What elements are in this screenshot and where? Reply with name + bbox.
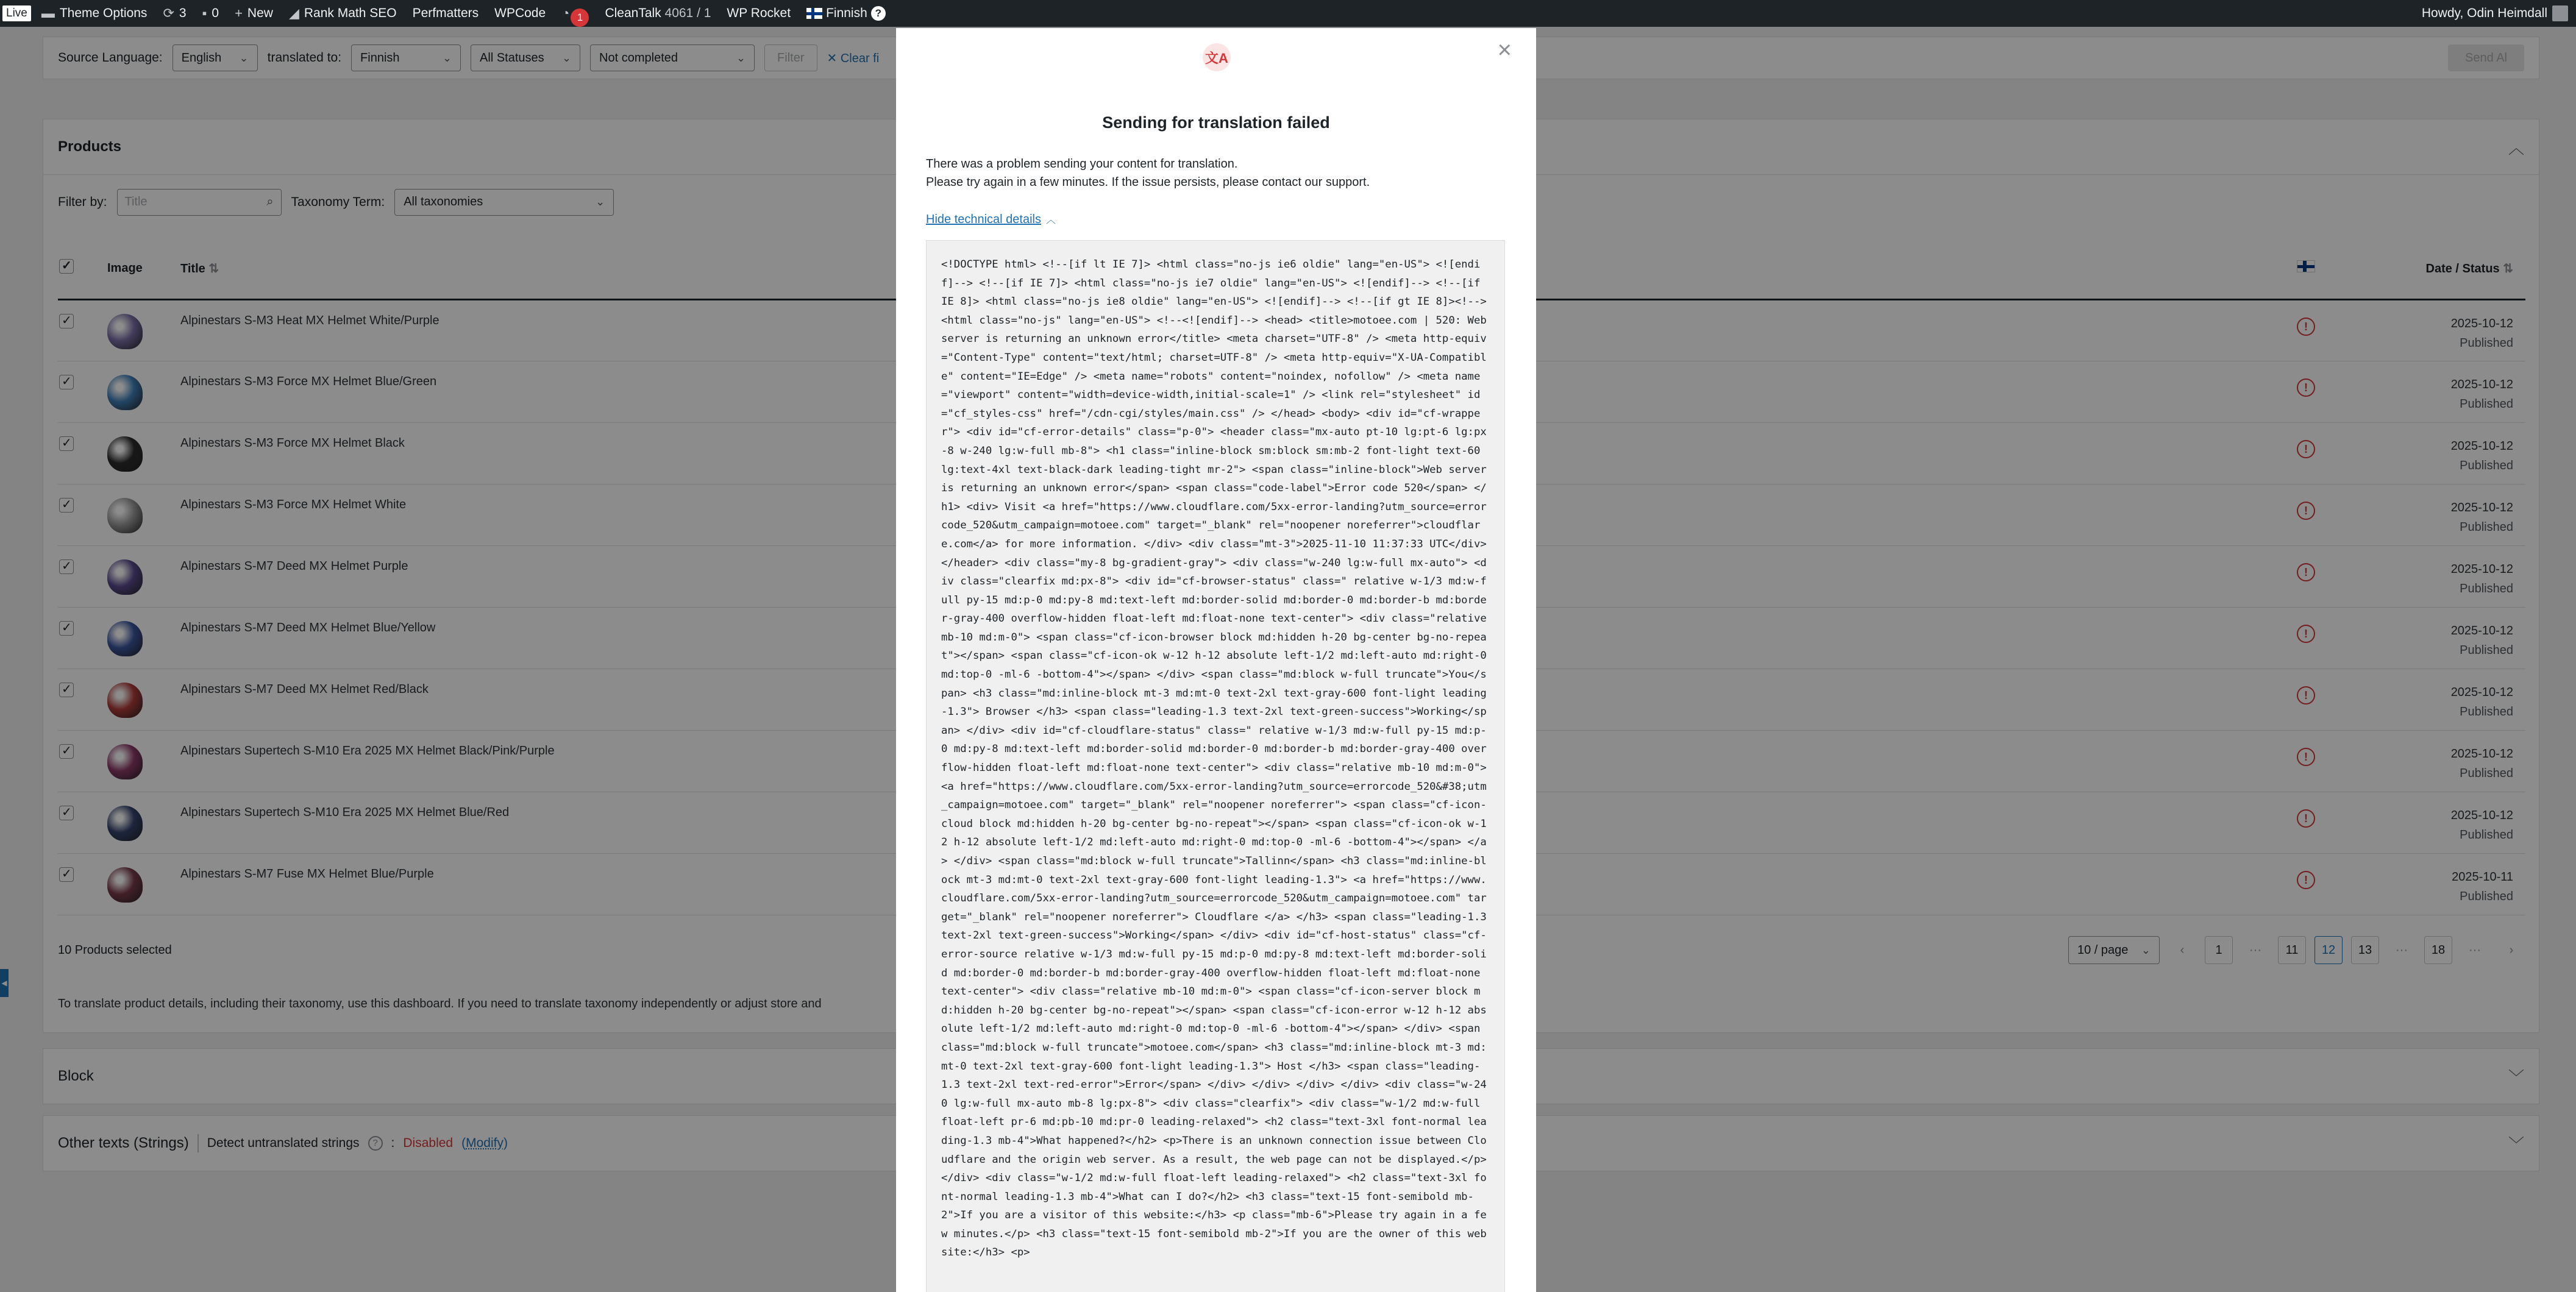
plus-icon: + <box>235 5 243 21</box>
comments-menu[interactable]: ▪ 0 <box>202 5 219 21</box>
chevron-down-icon: ⌄ <box>2141 943 2151 956</box>
product-title[interactable]: Alpinestars S-M3 Heat MX Helmet White/Purple <box>180 299 2269 361</box>
chevron-down-icon: ⌄ <box>561 51 572 64</box>
per-page-select[interactable]: 10 / page ⌄ <box>2068 936 2160 964</box>
filter-button[interactable]: Filter <box>764 44 817 71</box>
table-row[interactable]: ✓ Alpinestars Supertech S-M10 Era 2025 MX Helmet Black/Pink/Purple ! 2025-10-12 Published <box>58 730 2525 792</box>
chevron-down-icon: ⌄ <box>442 51 452 64</box>
translation-error-icon[interactable]: ! <box>2297 686 2315 705</box>
technical-details-code: <!DOCTYPE html> <!--[if lt IE 7]> <html class="no-js ie6 oldie" lang="en-US"> <![endif]--> <!--[if IE 7]> <html class="no-js ie7 oldie" lang="en-US"> <![endif]--> <!--[if IE 8]> <html class="no-js ie8 oldie" lang="en-US"> <![endif]--> <!--[if gt IE 8]><!--> <html class="no-js" lang="en-US"> <!--<![endif]--> <head> <title>motoee.com | 520: Web server is returning an unknown error</title> <meta charset="UTF-8" /> <meta http-equiv="Content-Type" content="text/html; charset=UTF-8" /> <meta http-equiv="X-UA-Compatible" content="IE=Edge" /> <meta name="robots" content="noindex, nofollow" /> <meta name="viewport" content="width=device-width,initial-scale=1" /> <link rel="stylesheet" id="cf_styles-css" href="/cdn-cgi/styles/main.css" /> </head> <body> <div id="cf-wrapper"> <div id="cf-error-details" class="p-0"> <header class="mx-auto pt-10 lg:pt-6 lg:px-8 w-240 lg:w-full mb-8"> <h1 class="inline-block sm:block sm:mb-2 font-light text-60 lg:text-4xl text-black-dark leading-tight mr-2"> <span class="inline-block">Web server is returning an unknown error</span> <span class="code-label">Error code 520</span> </h1> <div> Visit <a href="https://www.cloudflare.com/5xx-error-landing?utm_source=errorcode_520&utm_campaign=motoee.com" target="_blank" rel="noopener noreferrer">cloudflare.com</a> for more information. </div> <div class="mt-3">2025-11-10 11:37:33 UTC</div> </header> <div class="my-8 bg-gradient-gray"> <div class="w-240 lg:w-full mx-auto"> <div class="clearfix md:px-8"> <div id="cf-browser-status" class=" relative w-1/3 md:w-full py-15 md:p-0 md:py-8 md:text-left md:border-solid md:border-0 md:border-b md:border-gray-400 overflow-hidden float-left md:float-none text-center"> <div class="relative mb-10 md:m-0"> <span class="cf-icon-browser block md:hidden h-20 bg-center bg-no-repeat"></span> <span class="cf-icon-ok w-12 h-12 absolute left-1/2 md:left-auto md:right-0 md:top-0 -ml-6 -bottom-4"></span> </div> <span class="md:block w-full truncate">You</span> <h3 class="md:inline-block mt-3 md:mt-0 text-2xl text-gray-600 font-light leading-1.3"> Browser </h3> <span class="leading-1.3 text-2xl text-green-success">Working</span> </div> <div id="cf-cloudflare-status" class=" relative w-1/3 md:w-full py-15 md:p-0 md:py-8 md:text-left md:border-solid md:border-0 md:border-b md:border-gray-400 overflow-hidden float-left md:float-none text-center"> <div class="relative mb-10 md:m-0"> <a href="https://www.cloudflare.com/5xx-error-landing?utm_source=errorcode_520&#38;utm_campaign=motoee.com" target="_blank" rel="noopener noreferrer"> <span class="cf-icon-cloud block md:hidden h-20 bg-center bg-no-repeat"></span> <span class="cf-icon-ok w-12 h-12 absolute left-1/2 md:left-auto md:right-0 md:top-0 -ml-6 -bottom-4"></span> </a> </div> <span class="md:block w-full truncate">Tallinn</span> <h3 class="md:inline-block mt-3 md:mt-0 text-2xl text-gray-600 font-light leading-1.3"> <a href="https://www.cloudflare.com/5xx-error-landing?utm_source=errorcode_520&utm_campaign=motoee.com" target="_blank" rel="noopener noreferrer"> Cloudflare </a> </h3> <span class="leading-1.3 text-2xl text-green-success">Working</span> </div> <div id="cf-host-status" class="cf-error-source relative w-1/3 md:w-full py-15 md:p-0 md:py-8 md:text-left md:border-solid md:border-0 md:border-b md:border-gray-400 overflow-hidden float-left md:float-none text-center"> <div class="relative mb-10 md:m-0"> <span class="cf-icon-server block md:hidden h-20 bg-center bg-no-repeat"></span> <span class="cf-icon-error w-12 h-12 absolute left-1/2 md:left-auto md:right-0 md:top-0 -ml-6 -bottom-4"></span> </div> <span class="md:block w-full truncate">motoee.com</span> <h3 class="md:inline-block mt-3 md:mt-0 text-2xl text-gray-600 font-light leading-1.3"> Host </h3> <span class="leading-1.3 text-2xl text-red-error">Error</span> </div> </div> </div> </div> <div class="w-240 lg:w-full mx-auto mb-8 lg:px-8"> <div class="clearfix"> <div class="w-1/2 md:w-full float-left pr-6 md:pb-10 md:pr-0 leading-relaxed"> <h2 class="text-3xl font-normal leading-1.3 mb-4">What happened?</h2> <p>There is an unknown connection issue between Cloudflare and the origin web server. As a result, the web page can not be displayed.</p> </div> <div class="w-1/2 md:w-full float-left leading-relaxed"> <h2 class="text-3xl font-normal leading-1.3 mb-4">What can I do?</h2> <h3 class="text-15 font-semibold mb-2">If you are a visitor of this website:</h3> <p class="mb-6">Please try again in a few minutes.</p> <h3 class="text-15 font-semibold mb-2">If you are the owner of this website:</h3> <p> <box>926 240 1505 1292</box>
target-language-select[interactable]: Finnish ⌄ <box>351 44 461 71</box>
sort-icon: ⇅ <box>208 261 219 275</box>
perfmatters-menu[interactable]: Perfmatters <box>412 6 479 20</box>
chevron-up-icon: ︿ <box>1046 215 1056 225</box>
page-button[interactable]: 18 <box>2424 936 2452 964</box>
cleantalk-menu[interactable]: CleanTalk 4061 / 1 <box>605 6 711 20</box>
page-ellipsis[interactable]: ··· <box>2396 943 2408 957</box>
chevron-down-icon[interactable]: ﹀ <box>2508 1068 2524 1087</box>
strings-section[interactable]: Other texts (Strings) Detect untranslated strings ? : Disabled (Modify) ﹀ <box>43 1115 2539 1171</box>
current-page-button[interactable]: 12 <box>2314 936 2343 964</box>
rank-math-menu[interactable]: ◢ Rank Math SEO <box>288 5 397 21</box>
bell-icon: ◔ <box>561 5 570 21</box>
table-row[interactable]: ✓ Alpinestars S-M7 Deed MX Helmet Blue/Yellow ! 2025-10-12 Published <box>58 607 2525 669</box>
translation-error-icon[interactable]: ! <box>2297 318 2315 336</box>
table-row[interactable]: ✓ Alpinestars S-M7 Fuse MX Helmet Blue/Purple ! 2025-10-11 Published <box>58 853 2525 915</box>
avatar <box>2552 5 2568 21</box>
column-image: Image <box>107 238 180 299</box>
selection-count: 10 Products selected <box>58 943 172 957</box>
translation-error-icon[interactable]: ! <box>2297 440 2315 458</box>
page-button[interactable]: 13 <box>2351 936 2379 964</box>
translation-error-icon[interactable]: ! <box>2297 378 2315 397</box>
prev-page-icon[interactable]: ‹ <box>2180 943 2185 957</box>
close-icon[interactable]: × <box>1497 37 1512 63</box>
table-row[interactable]: ✓ Alpinestars S-M3 Force MX Helmet Blue/Green ! 2025-10-12 Published <box>58 361 2525 422</box>
page-ellipsis[interactable]: ··· <box>2249 943 2261 957</box>
modal-title: Sending for translation failed <box>1102 113 1330 132</box>
status-select[interactable]: All Statuses ⌄ <box>471 44 580 71</box>
admin-bar <box>0 0 2576 27</box>
error-message: There was a problem sending your content for translation. Please try again in a few minutes. If the issue persists, please contact our support. <box>926 157 1370 189</box>
product-title[interactable]: Alpinestars Supertech S-M10 Era 2025 MX Helmet Blue/Red <box>180 792 2269 853</box>
page-ellipsis[interactable]: ··· <box>2469 943 2481 957</box>
clear-filters-link[interactable]: ✕ Clear fi <box>827 51 880 65</box>
page-button[interactable]: 1 <box>2205 936 2233 964</box>
products-filters: Filter by: Title ⌕ Taxonomy Term: All taxonomies ⌄ <box>43 174 2539 229</box>
translation-error-icon[interactable]: ! <box>2297 871 2315 889</box>
comment-icon: ▪ <box>202 5 207 21</box>
new-content-menu[interactable]: + New <box>235 5 273 21</box>
translation-error-icon[interactable]: ! <box>2297 625 2315 643</box>
help-icon[interactable]: ? <box>871 6 886 21</box>
language-switcher[interactable]: Finnish ? <box>799 0 894 27</box>
table-row[interactable]: ✓ Alpinestars S-M3 Force MX Helmet Black ! 2025-10-12 Published <box>58 422 2525 484</box>
notifications-menu[interactable] <box>553 0 597 27</box>
sort-icon: ⇅ <box>2503 261 2513 275</box>
language-filter-bar: Source Language: English ⌄ translated to: Finnish ⌄ All Statuses ⌄ Not completed ⌄ Filter ✕ Clear fi Send Al <box>43 37 2539 79</box>
send-all-button[interactable]: Send Al <box>2448 44 2524 71</box>
user-account-menu[interactable]: Howdy, Odin Heimdall <box>2414 0 2576 27</box>
products-header[interactable]: Products ︿ <box>43 119 2539 174</box>
next-page-icon[interactable]: › <box>2509 943 2514 957</box>
refresh-icon: ⟳ <box>163 5 174 21</box>
product-title[interactable]: Alpinestars S-M3 Force MX Helmet Blue/Green <box>180 361 2269 422</box>
chevron-down-icon: ⌄ <box>596 196 605 208</box>
search-icon: ⌕ <box>266 195 274 208</box>
theme-options-menu[interactable]: ▬ Theme Options <box>41 5 148 21</box>
title-search-input[interactable]: Title ⌕ <box>117 189 282 216</box>
detection-status: Disabled <box>403 1136 454 1150</box>
live-badge[interactable]: Live <box>0 0 34 27</box>
translation-icon: 文A <box>1203 43 1231 71</box>
product-title[interactable]: Alpinestars S-M7 Deed MX Helmet Red/Black <box>180 669 2269 730</box>
modify-link[interactable]: Modify <box>466 1136 503 1150</box>
completion-select[interactable]: Not completed ⌄ <box>590 44 755 71</box>
page-button[interactable]: 11 <box>2278 936 2306 964</box>
product-title[interactable]: Alpinestars Supertech S-M10 Era 2025 MX Helmet Black/Pink/Purple <box>180 730 2269 792</box>
finnish-flag-icon <box>806 8 822 19</box>
taxonomy-select[interactable]: All taxonomies ⌄ <box>394 189 614 216</box>
chevron-down-icon: ⌄ <box>239 51 249 64</box>
chevron-up-icon[interactable]: ︿ <box>2508 138 2524 157</box>
chevron-down-icon: ⌄ <box>736 51 746 64</box>
column-date-status[interactable]: Date / Status ⇅ <box>2343 238 2525 299</box>
chevron-down-icon[interactable]: ﹀ <box>2508 1135 2524 1154</box>
product-title[interactable]: Alpinestars S-M3 Force MX Helmet White <box>180 484 2269 545</box>
wp-rocket-menu[interactable]: WP Rocket <box>727 6 791 20</box>
column-title[interactable]: Title ⇅ <box>180 238 2269 299</box>
error-modal <box>896 28 1536 1292</box>
translation-error-icon[interactable]: ! <box>2297 502 2315 520</box>
notifications-badge: 1 <box>571 9 589 27</box>
table-row[interactable]: ✓ Alpinestars S-M3 Force MX Helmet White ! 2025-10-12 Published <box>58 484 2525 545</box>
products-help-note: To translate product details, including their taxonomy, use this dashboard. If you need to translate taxonomy independently or adjust store and <box>58 997 822 1010</box>
product-title[interactable]: Alpinestars S-M3 Force MX Helmet Black <box>180 422 2269 484</box>
translation-error-icon[interactable]: ! <box>2297 563 2315 581</box>
translation-error-icon[interactable]: ! <box>2297 809 2315 828</box>
product-title[interactable]: Alpinestars S-M7 Deed MX Helmet Purple <box>180 545 2269 607</box>
wpcode-menu[interactable]: WPCode <box>494 6 546 20</box>
toggle-technical-details-link[interactable]: Hide technical details ︿ <box>926 213 1056 226</box>
folder-icon: ▬ <box>41 5 55 21</box>
info-icon[interactable]: ? <box>368 1136 383 1151</box>
rank-math-icon: ◢ <box>288 5 299 21</box>
block-section[interactable]: Block ﹀ <box>43 1048 2539 1104</box>
table-row[interactable]: ✓ Alpinestars S-M3 Heat MX Helmet White/Purple ! 2025-10-12 Published <box>58 299 2525 361</box>
table-row[interactable]: ✓ Alpinestars S-M7 Deed MX Helmet Purple ! 2025-10-12 Published <box>58 545 2525 607</box>
product-title[interactable]: Alpinestars S-M7 Fuse MX Helmet Blue/Purple <box>180 853 2269 915</box>
chevron-left-icon: ◀ <box>1 979 7 987</box>
product-title[interactable]: Alpinestars S-M7 Deed MX Helmet Blue/Yellow <box>180 607 2269 669</box>
table-row[interactable]: ✓ Alpinestars Supertech S-M10 Era 2025 MX Helmet Blue/Red ! 2025-10-12 Published <box>58 792 2525 853</box>
translation-error-icon[interactable]: ! <box>2297 748 2315 766</box>
table-row[interactable]: ✓ Alpinestars S-M7 Deed MX Helmet Red/Black ! 2025-10-12 Published <box>58 669 2525 730</box>
source-language-select[interactable]: English ⌄ <box>173 44 258 71</box>
updates-menu[interactable]: ⟳ 3 <box>163 5 187 21</box>
